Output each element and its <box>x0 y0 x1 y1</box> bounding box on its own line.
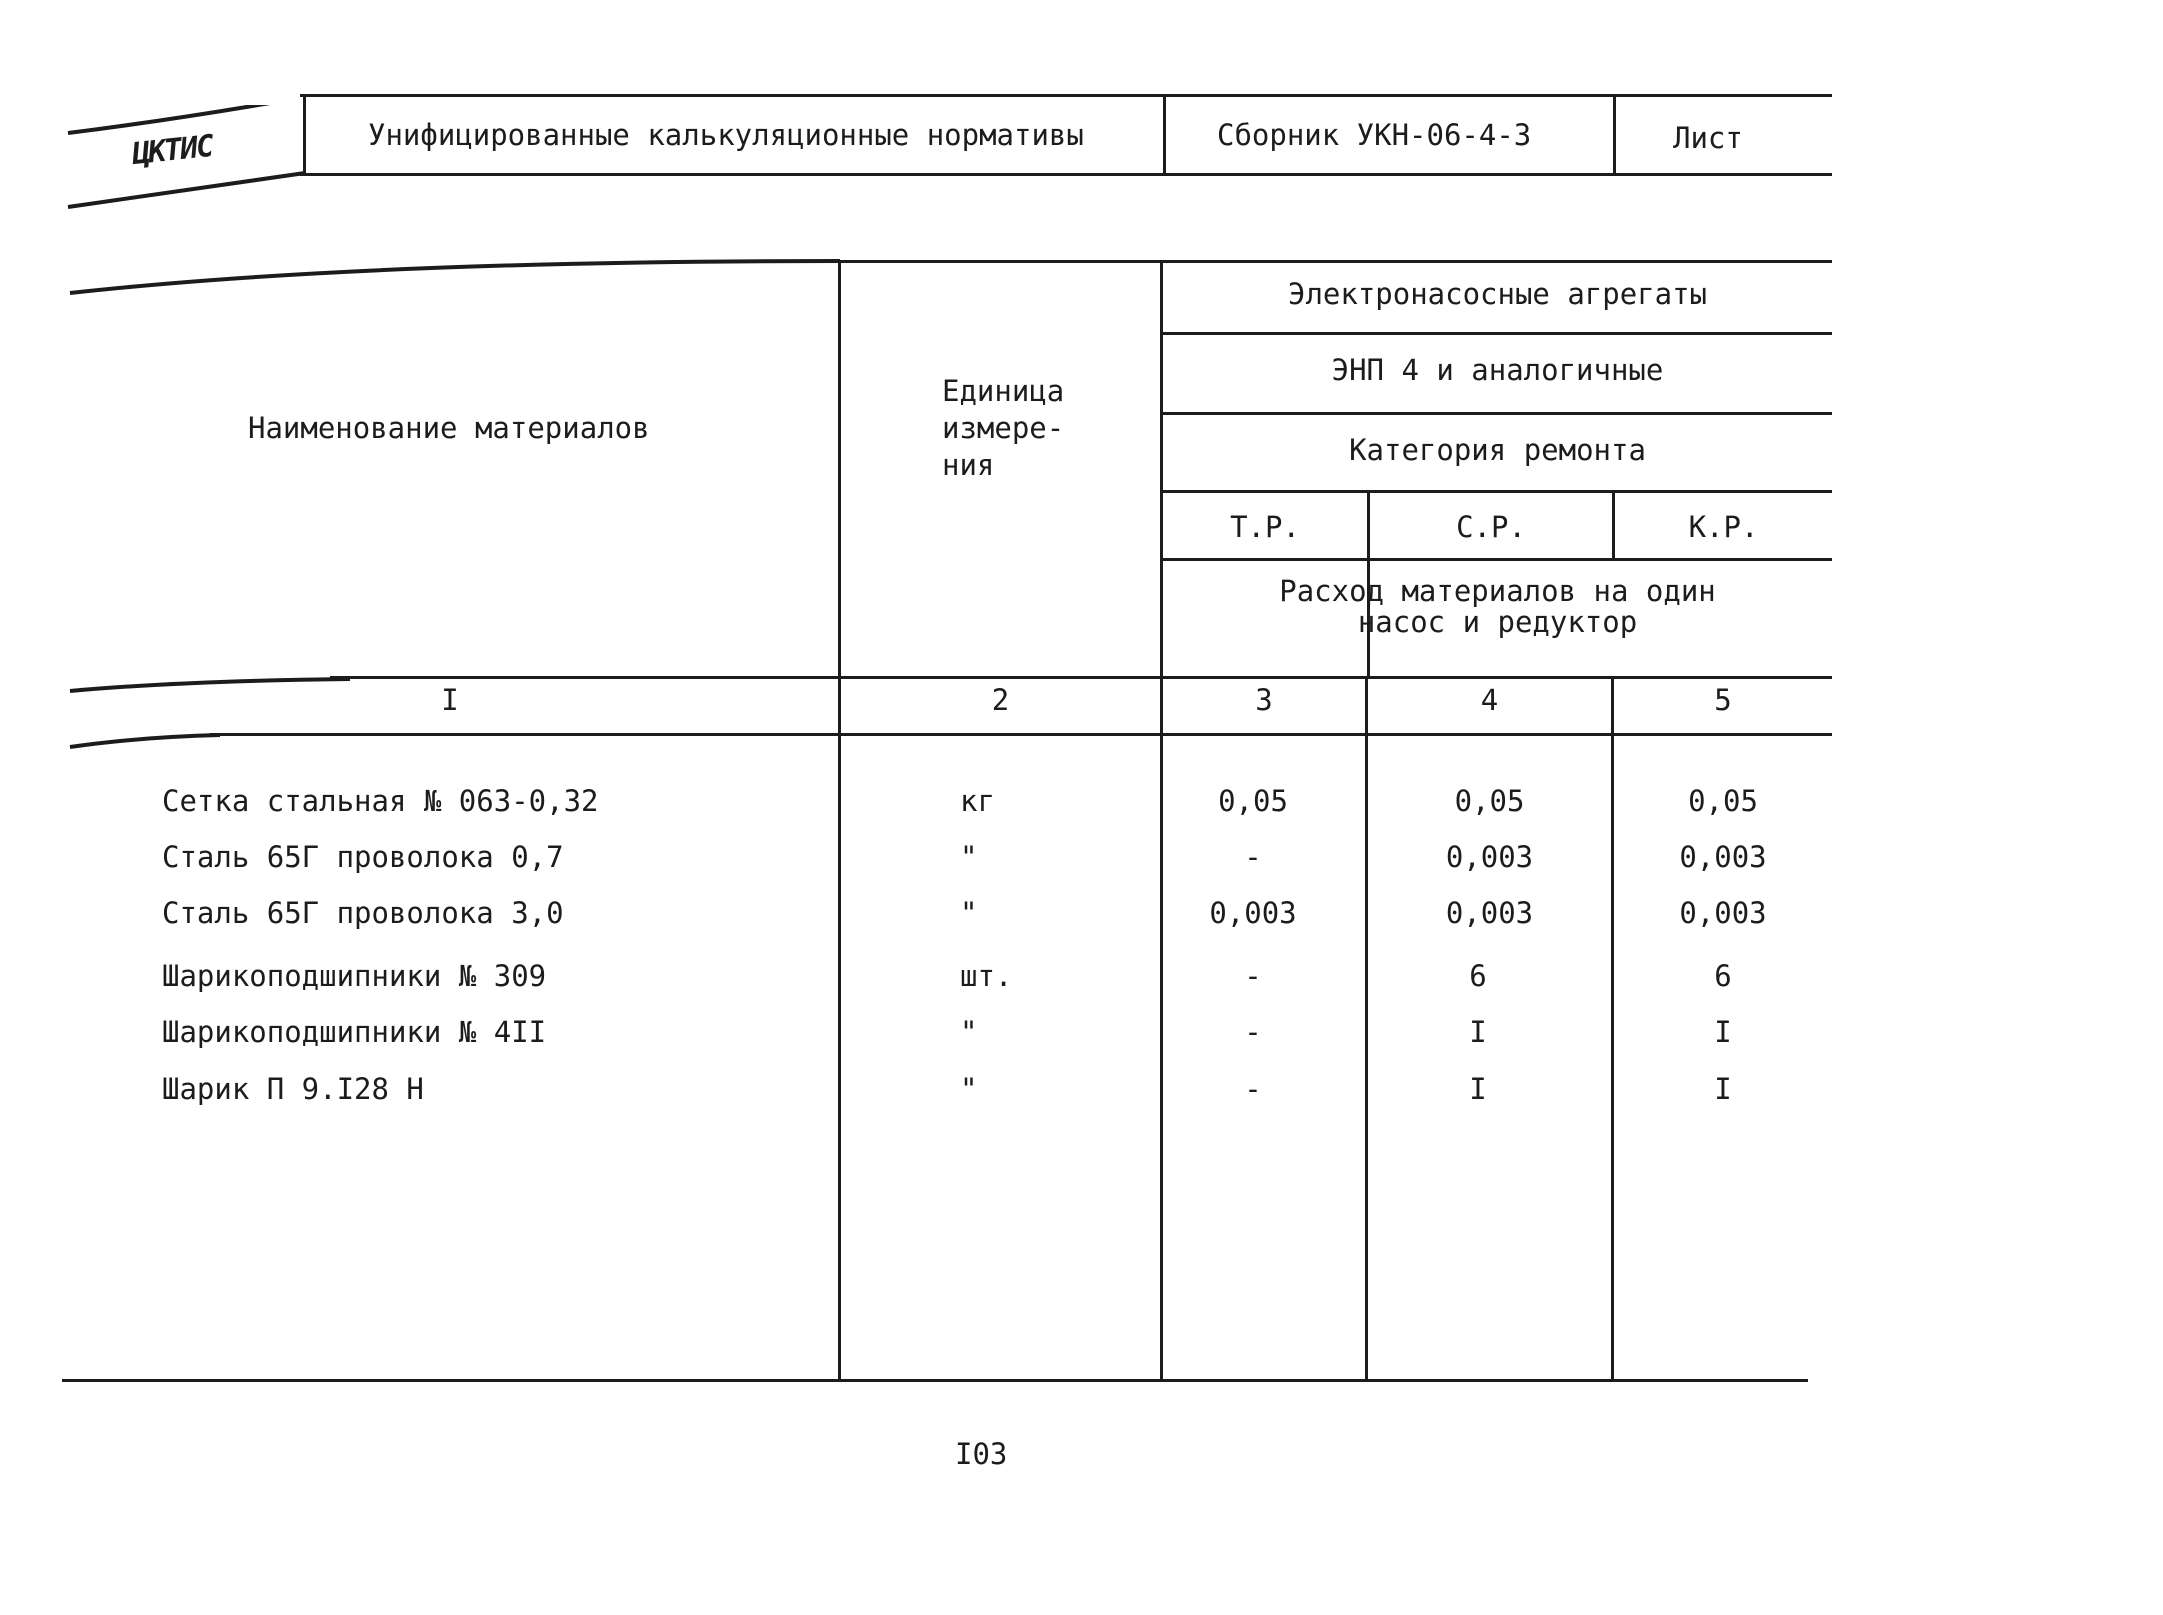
table-top-rule <box>840 260 1832 263</box>
column-header-unit: Единица измере- ния <box>942 374 1065 482</box>
rule-model <box>1160 412 1832 415</box>
value-sr: 6 <box>1469 959 1487 993</box>
value-sr: 0,003 <box>1445 896 1534 930</box>
rule-categories <box>1160 558 1832 561</box>
material-name: Шарикоподшипники № 4II <box>162 1015 547 1049</box>
category-tr: Т.Р. <box>1230 510 1300 544</box>
material-unit: " <box>960 1072 978 1106</box>
material-unit: " <box>960 896 978 930</box>
header-top-rule <box>300 94 1832 97</box>
material-unit: кг <box>960 784 995 818</box>
value-tr: - <box>1244 1015 1262 1049</box>
column-number-4: 4 <box>1480 683 1499 717</box>
consumption-label: Расход материалов на один насос и редуктор <box>1279 574 1716 640</box>
header-divider-3 <box>1613 96 1616 174</box>
material-unit: шт. <box>960 959 1013 993</box>
model-label: ЭНП 4 и аналогичные <box>1331 353 1664 387</box>
value-tr: - <box>1244 1072 1262 1106</box>
value-tr: 0,003 <box>1209 896 1297 930</box>
rule-header-end <box>330 676 1832 679</box>
value-kr: 0,05 <box>1688 784 1758 818</box>
repair-category-label: Категория ремонта <box>1349 433 1646 467</box>
col-divider-unit-tr <box>1160 260 1163 1381</box>
column-number-2: 2 <box>991 683 1010 717</box>
value-sr: 0,003 <box>1445 840 1534 874</box>
value-tr: - <box>1244 840 1262 874</box>
table-bottom-rule <box>62 1379 1808 1382</box>
material-unit: " <box>960 840 978 874</box>
page-number: I03 <box>955 1437 1008 1471</box>
document-title: Унифицированные калькуляционные нормативы <box>368 118 1084 152</box>
col-divider-name-unit <box>838 260 841 1381</box>
org-name: ЦКТИС <box>130 128 214 173</box>
value-kr: I <box>1714 1072 1732 1106</box>
header-bottom-rule <box>300 173 1832 176</box>
table-top-curve <box>60 255 850 305</box>
column-number-3: 3 <box>1255 683 1273 717</box>
material-name: Шарик П 9.I28 Н <box>162 1072 424 1106</box>
value-sr: I <box>1469 1015 1487 1049</box>
column-header-name: Наименование материалов <box>248 411 650 445</box>
value-sr: 0,05 <box>1454 784 1525 818</box>
value-sr: I <box>1469 1072 1487 1106</box>
group-title: Электронасосные агрегаты <box>1287 277 1708 311</box>
category-sr: С.Р. <box>1456 510 1526 544</box>
rule-repair-category <box>1160 490 1832 493</box>
category-kr: К.Р. <box>1688 510 1759 544</box>
value-kr: 0,003 <box>1679 896 1767 930</box>
sheet-label: Лист <box>1673 121 1743 155</box>
value-tr: 0,05 <box>1218 784 1288 818</box>
header-divider-2 <box>1163 96 1166 174</box>
value-kr: 0,003 <box>1679 840 1767 874</box>
material-name: Сталь 65Г проволока 0,7 <box>162 840 564 874</box>
header-divider-1 <box>303 96 306 176</box>
value-kr: 6 <box>1714 959 1732 993</box>
material-name: Сталь 65Г проволока 3,0 <box>162 896 564 930</box>
value-tr: - <box>1244 959 1262 993</box>
collection-code: Сборник УКН-06-4-3 <box>1217 118 1532 152</box>
rule-group-title <box>1160 332 1832 335</box>
column-number-5: 5 <box>1714 683 1732 717</box>
material-unit: " <box>960 1015 978 1049</box>
material-name: Шарикоподшипники № 309 <box>162 959 547 993</box>
rule-numbers-end <box>210 733 1832 736</box>
value-kr: I <box>1714 1015 1732 1049</box>
material-name: Сетка стальная № 063-0,32 <box>162 784 599 818</box>
column-number-1: I <box>441 683 459 717</box>
